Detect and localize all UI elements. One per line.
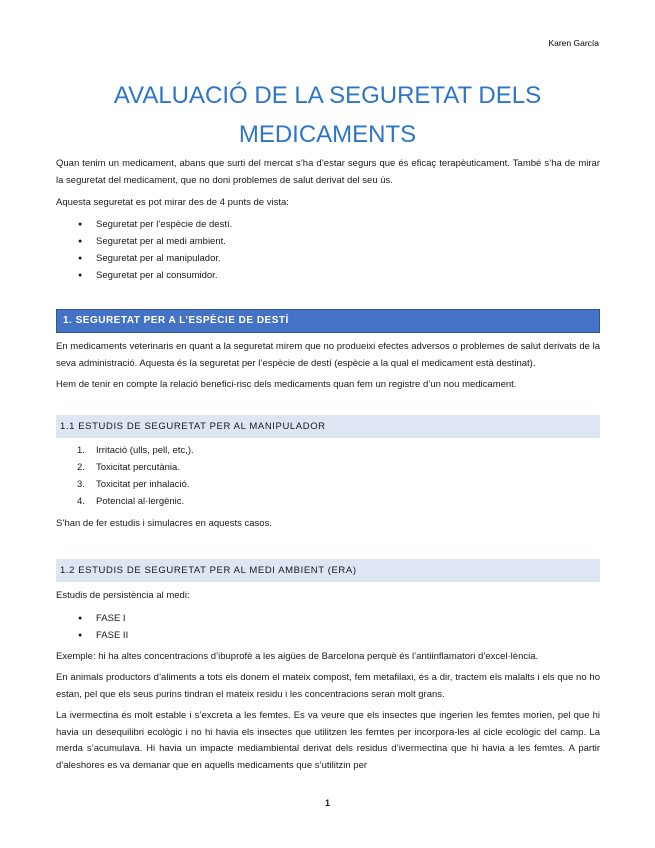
page-number: 1	[324, 798, 330, 808]
list-number: 3.	[77, 479, 85, 490]
section-1-1-body	[56, 442, 600, 533]
example-paragraph: Exemple: hi ha altes concentracions d’ibuprofè a les aigües de Barcelona perquè és l’antiinflamatori d’excel·lència.	[56, 650, 539, 662]
ivermectina-paragraph: La ivermectina és molt estable i s’excreta a les femtes. Es va veure que els insectes que ingerien les femtes morien, pel que hi havia un desequilibri ecològic i no hi havia els insectes que utilitzen les femtes per incorpora-les al cicle ecològic del camp. La merda s’acumulava. Hi havia un impacte mediambiental derivat dels residus d’ivermectina que hi havia a les femtes. A partir d’aleshores es va demanar que en aquells medicaments que s’utilitzin per	[56, 710, 600, 771]
document-title: AVALUACIÓ DE LA SEGURETAT DELS MEDICAMENTS	[113, 82, 542, 148]
list-item: ● FASE I	[56, 610, 600, 627]
manipulator-studies-list	[56, 442, 600, 510]
section-1-2-body	[56, 588, 600, 774]
list-item: ● Seguretat per l’espècie de destí.	[56, 216, 600, 233]
list-item	[56, 476, 600, 493]
section-1-1-note: S’han de fer estudis i simulacres en aquests casos.	[56, 518, 272, 529]
list-number: 4.	[77, 496, 85, 507]
phases-list	[56, 610, 600, 644]
list-text: Potencial al·lergènic.	[96, 496, 185, 507]
list-item: ● Seguretat per al consumidor.	[56, 267, 600, 284]
section-1-body	[56, 339, 600, 394]
section-1-paragraph-2: Hem de tenir en compte la relació benefici-risc dels medicaments quan fem un registre d’un nou medicament.	[56, 379, 517, 390]
list-item	[56, 493, 600, 510]
list-number: 2.	[77, 462, 85, 473]
intro-paragraph-1: Quan tenim un medicament, abans que surti del mercat s’ha d’estar segurs que és eficaç terapèuticament. També s’ha de mirar la seguretat del medicament, que no doni problemes de salut derivat del seu ús.	[56, 158, 600, 186]
viewpoints-list	[56, 216, 600, 284]
list-item: ● Seguretat per al manipulador.	[56, 250, 600, 267]
list-item: ● Seguretat per al medi ambient.	[56, 233, 600, 250]
intro-paragraph-2: Aquesta seguretat es pot mirar des de 4 punts de vista:	[56, 197, 289, 208]
section-1-1-heading: 1.1 ESTUDIS DE SEGURETAT PER AL MANIPULADOR	[56, 415, 600, 438]
section-1-paragraph-1: En medicaments veterinaris en quant a la seguretat mirem que no produeixi efectes adversos o problemes de salut derivats de la seva administració. Aquesta és la seguretat per l’espècie de destí (espècie a la qual el medicament està destinat).	[56, 341, 600, 369]
section-1-2-intro: Estudis de persistència al medi:	[56, 590, 190, 601]
food-producers-paragraph: En animals productors d’aliments a tots els donem el mateix compost, fem metafilaxi, és a dir, tractem els malalts i els que no ho estan, pel que els seus purins tindran el mateix residu i les concentracions seran molt grans.	[56, 672, 600, 700]
list-text: Toxicitat per inhalació.	[96, 479, 190, 490]
list-number: 1.	[77, 445, 85, 456]
list-item: ● FASE II	[56, 627, 600, 644]
intro-block	[56, 156, 600, 284]
section-1-heading: 1. SEGURETAT PER A L’ESPÈCIE DE DESTÍ	[56, 309, 600, 333]
list-item	[56, 442, 600, 459]
list-item	[56, 459, 600, 476]
header-author: Karen García	[548, 38, 599, 48]
list-text: Irritació (ulls, pell, etc,).	[96, 445, 194, 456]
list-text: Toxicitat percutània.	[96, 462, 180, 473]
section-1-2-heading: 1.2 ESTUDIS DE SEGURETAT PER AL MEDI AMBIENT (ERA)	[56, 559, 600, 582]
